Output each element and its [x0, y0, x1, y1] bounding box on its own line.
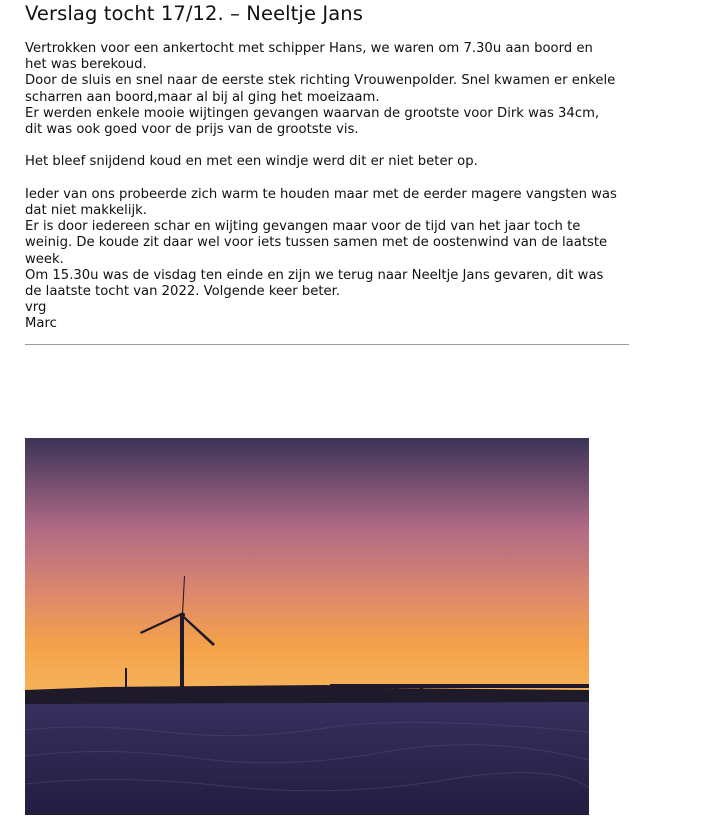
sea [25, 696, 589, 815]
horizontal-divider [25, 344, 629, 345]
signature-name: Marc [25, 316, 57, 332]
text-line: Er is door iedereen schar en wijting gevangen maar voor de tijd van het jaar toch te [25, 219, 581, 235]
page-title: Verslag tocht 17/12. – Neeltje Jans [25, 2, 363, 25]
text-line: het was berekoud. [25, 57, 147, 73]
light-post [125, 668, 127, 690]
text-line: Er werden enkele mooie wijtingen gevangen waarvan de grootste voor Dirk was 34cm, [25, 105, 600, 121]
text-line: Door de sluis en snel naar de eerste stek richting Vrouwenpolder. Snel kwamen er enkele [25, 73, 616, 89]
text-line: week. [25, 251, 64, 267]
text-line: weinig. De koude zit daar wel voor iets tussen samen met de oostenwind van de laatste [25, 235, 608, 251]
text-line: scharren aan boord,maar al bij al ging het moeizaam. [25, 89, 380, 105]
text-line: Om 15.30u was de visdag ten einde en zijn we terug naar Neeltje Jans gevaren, dit was [25, 267, 604, 283]
sunset-wind-turbine-photo [25, 438, 589, 815]
paragraph-gap [25, 138, 635, 154]
sky [25, 438, 589, 696]
text-line: Ieder van ons probeerde zich warm te houden maar met de eerder magere vangsten was [25, 186, 617, 202]
text-line: Vertrokken voor een ankertocht met schipper Hans, we waren om 7.30u aan boord en [25, 41, 593, 56]
paragraph-gap [25, 171, 635, 187]
report-body [25, 41, 635, 333]
bridge-deck [330, 684, 589, 688]
text-line: dat niet makkelijk. [25, 203, 147, 218]
text-line: Het bleef snijdend koud en met een windje werd dit er niet beter op. [25, 154, 478, 170]
text-line: dit was ook goed voor de prijs van de grootste vis. [25, 122, 359, 138]
signature-greeting: vrg [25, 300, 47, 316]
text-line: de laatste tocht van 2022. Volgende keer beter. [25, 284, 341, 300]
